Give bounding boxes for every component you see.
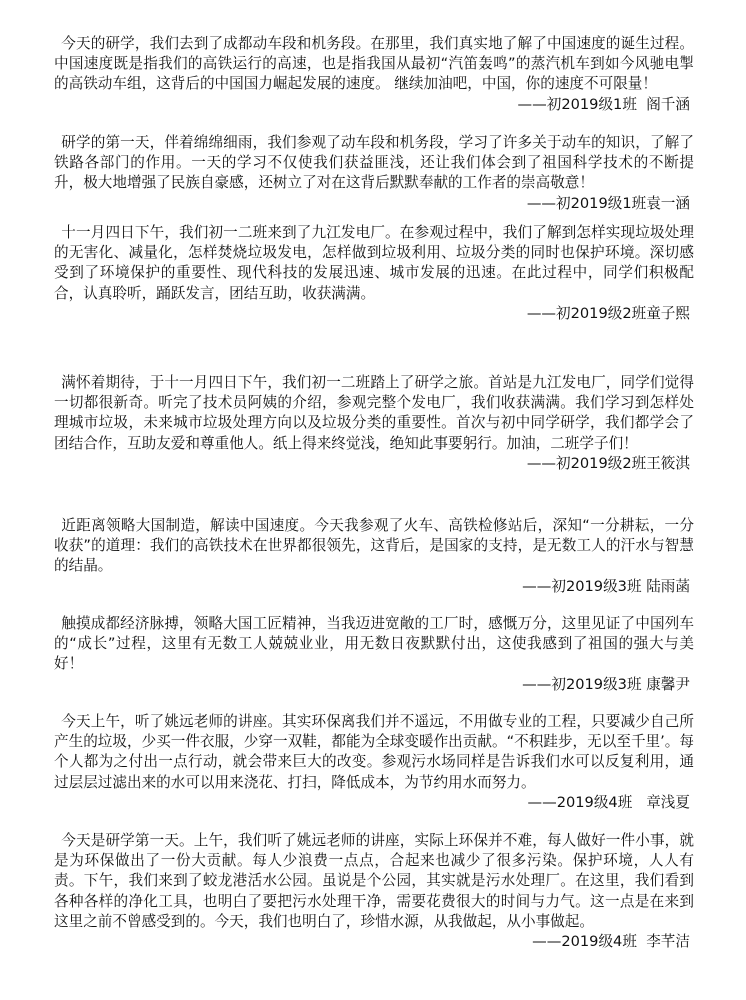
entry-4 [54, 373, 694, 474]
entry-signature: ——2019级4班 章浅夏 [527, 793, 690, 811]
entry-2 [54, 133, 694, 214]
entry-text: 近距离领略大国制造，解读中国速度。今天我参观了火车、高铁检修站后，深知“一分耕耘，一分收获”的道理：我们的高铁技术在世界都很领先，这背后，是国家的支持，是无数工人的汗水与智慧的结晶。 [54, 517, 694, 575]
entry-signature: ——初2019级2班王筱淇 [526, 454, 690, 472]
entry-3 [54, 223, 694, 324]
entry-signature: ——初2019级3班 陆雨菡 [522, 577, 690, 595]
entry-6 [54, 614, 694, 695]
entry-text: 今天的研学，我们去到了成都动车段和机务段。在那里，我们真实地了解了中国速度的诞生过程。中国速度既是指我们的高铁运行的高速，也是指我国从最初“汽笛轰鸣”的蒸汽机车到如今风驰电掣的高铁动车组，这背后的中国国力崛起发展的速度。 继续加油吧，中国，你的速度不可限量！ [54, 35, 694, 93]
entry-text: 今天上午，听了姚远老师的讲座。其实环保离我们并不遥远，不用做专业的工程，只要减少自己所产生的垃圾，少买一件衣服，少穿一双鞋，都能为全球变暖作出贡献。“不积跬步，无以至千里’。每个人都为之付出一点行动，就会带来巨大的改变。参观污水场同样是告诉我们水可以反复利用，通过层层过滤出来的水可以用来浇花、打扫，降低成本，为节约用水而努力。 [54, 713, 694, 791]
entry-text: 触摸成都经济脉搏，领略大国工匠精神，当我迈进宽敞的工厂时，感慨万分，这里见证了中国列车的“成长”过程，这里有无数工人兢兢业业，用无数日夜默默付出，这使我感到了祖国的强大与美好！ [54, 615, 694, 673]
entry-text: 今天是研学第一天。上午，我们听了姚远老师的讲座，实际上环保并不难，每人做好一件小事，就是为环保做出了一份大贡献。每人少浪费一点点，合起来也减少了很多污染。保护环境，人人有责。下午，我们来到了蛟龙港活水公园。虽说是个公园，其实就是污水处理厂。在这里，我们看到各种各样的净化工具，也明白了要把污水处理干净，需要花费很大的时间与力气。这一点是在来到这里之前不曾感受到的。今天，我们也明白了，珍惜水源，从我做起，从小事做起。 [54, 832, 694, 930]
entry-signature: ——2019级4班 李芊洁 [532, 933, 690, 951]
entry-signature: ——初2019级3班 康馨尹 [522, 675, 690, 693]
entry-signature: ——初2019级2班童子熙 [526, 304, 690, 322]
entry-text: 满怀着期待，于十一月四日下午，我们初一二班踏上了研学之旅。首站是九江发电厂，同学们觉得一切都很新奇。听完了技术员阿姨的介绍，参观完整个发电厂，我们收获满满。我们学习到怎样处理城市垃圾，未来城市垃圾处理方向以及垃圾分类的重要性。首次与初中同学研学，我们都学会了团结合作，互助友爱和尊重他人。纸上得来终觉浅，绝知此事要躬行。加油，二班学子们！ [54, 374, 694, 452]
entry-1 [54, 34, 694, 115]
entry-text: 十一月四日下午，我们初一二班来到了九江发电厂。在参观过程中，我们了解到怎样实现垃圾处理的无害化、减量化，怎样焚烧垃圾发电，怎样做到垃圾利用、垃圾分类的同时也保护环境。深切感受到了环境保护的重要性、现代科技的发展迅速、城市发展的迅速。在此过程中，同学们积极配合，认真聆听，踊跃发言，团结互助，收获满满。 [54, 224, 694, 302]
entry-8 [54, 831, 694, 952]
entry-text: 研学的第一天，伴着绵绵细雨，我们参观了动车段和机务段，学习了许多关于动车的知识，了解了铁路各部门的作用。一天的学习不仅使我们获益匪浅，还让我们体会到了祖国科学技术的不断提升，极大地增强了民族自豪感，还树立了对在这背后默默奉献的工作者的崇高敬意！ [54, 134, 694, 192]
entry-7 [54, 712, 694, 813]
entry-signature: ——初2019级1班 阁千涵 [517, 95, 690, 113]
entry-5 [54, 516, 694, 597]
entry-signature: ——初2019级1班袁一涵 [526, 194, 690, 212]
